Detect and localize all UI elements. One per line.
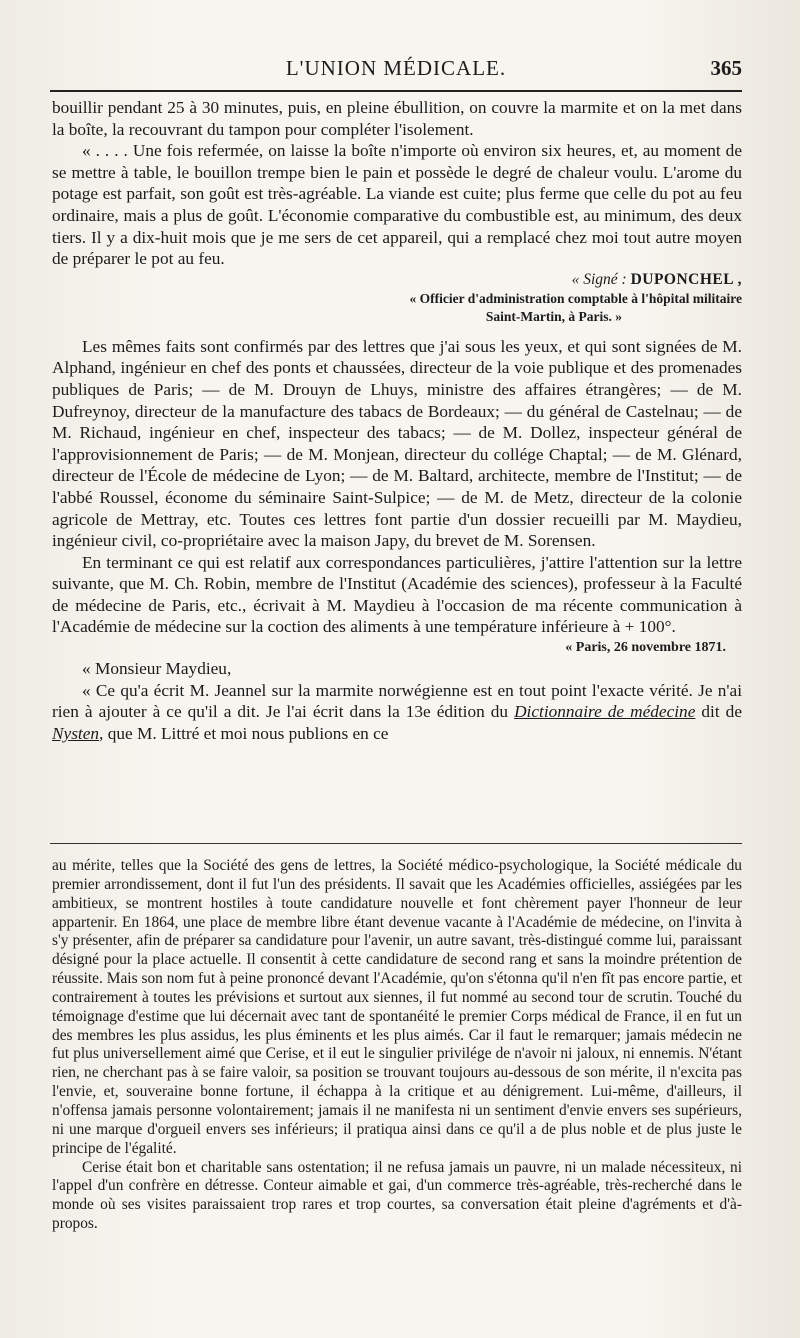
- letter-date: « Paris, 26 novembre 1871.: [565, 640, 726, 656]
- page-header: [50, 50, 742, 92]
- signed-prefix: « Signé :: [571, 270, 631, 288]
- journal-title: L'UNION MÉDICALE.: [285, 56, 507, 80]
- paragraph-1: bouillir pendant 25 à 30 minutes, puis, en pleine ébullition, on couvre la marmite et on la met dans la boîte, la recouvrant du tampon pour compléter l'isolement.: [52, 98, 742, 139]
- paragraph-5: [52, 680, 742, 745]
- signer-title: « Officier d'administration comptable à l'hôpital militaire: [409, 290, 742, 306]
- footnote-divider: [50, 843, 742, 844]
- footnote-paragraph-1: au mérite, telles que la Société des gens de lettres, la Société médico-psychologique, la Société médicale du premier arrondissement, dont il fut l'un des présidents. Il savait que les Académies officielles, assiégées par les ambitieux, se montrent hostiles à toute candidature nouvelle et font chèrement payer l'honneur de leur appartenir. En 1864, une place de membre libre étant devenue vacante à l'Académie de médecine, on l'invita à s'y présenter, afin de préparer sa candidature pour l'avenir, un autre savant, très-distingué comme lui, paraissant désigné pour la place actuelle. Il consentit à cette candidature de second rang et sans la moindre prétention de réussite. Mais son nom fut à peine prononcé devant l'Académie, qu'on s'étonna qu'il n'en fît pas encore partie, et contrairement à toutes les prévisions et surtout aux siennes, il fut nommé au second tour de scrutin. Touché du témoignage d'estime que lui décernait avec tant de spontanéité le premier Corps médical de France, il en fut un des membres les plus assidus, les plus éminents et les plus aimés. Car il faut le remarquer; jamais médecin ne fut plus universellement aimé que Cerise, et il eut le singulier privilége de n'avoir ni jaloux, ni ennemis. N'étant rien, ne cherchant pas à se faire valoir, sa position se trouvant toujours au-dessous de son mérite, il n'excita pas l'envie, et, souveraine bonne fortune, il échappa à la critique et au dénigrement. Lui-même, d'ailleurs, il n'offensa jamais personne volontairement; jamais il ne manifesta ni un sentiment d'envie envers ses supérieurs, ni une marque d'orgueil envers ses inférieurs; il pratiqua ainsi dans ce qu'il a de plus noble et de plus juste le principe de l'égalité.: [52, 857, 742, 1157]
- signed-name: DUPONCHEL ,: [630, 270, 742, 288]
- footnote-paragraph-2: Cerise était bon et charitable sans ostentation; il ne refusa jamais un pauvre, ni un malade nécessiteux, ni l'appel d'un confrère en détresse. Conteur aimable et gai, d'un commerce très-agréable, très-recherché dans le monde où ses visites paraissaient trop rares et trop courtes, sa conversation était pleine d'agréments et d'à-propos.: [52, 1158, 742, 1233]
- p5-part-c: , que M. Littré et moi nous publions en ce: [99, 723, 389, 743]
- paragraph-4: En terminant ce qui est relatif aux correspondances particulières, j'attire l'attention sur la lettre suivante, que M. Ch. Robin, membre de l'Institut (Académie des sciences), professeur à la Faculté de médecine de Paris, etc., écrivait à M. Maydieu à l'occasion de ma récente communication à l'Académie de médecine sur la coction des aliments à une température inférieure à + 100°.: [52, 552, 742, 637]
- page-number: 365: [710, 56, 742, 80]
- letter-salutation: « Monsieur Maydieu,: [82, 659, 232, 679]
- paragraph-2: « . . . . Une fois refermée, on laisse la boîte n'importe où environ six heures, et, au moment de se mettre à table, le bouillon trempe bien le pain et possède le degré de chaleur voulu. L'arome du potage est parfait, son goût est très-agréable. La viande est cuite; plus ferme que celle du pot au feu ordinaire, mais a plus de goût. L'économie comparative du combustible est, au minimum, des deux tiers. Il y a dix-huit mois que je me sers de cet appareil, qui a remplacé chez moi tout autre moyen de préparer le pot au feu.: [52, 141, 742, 269]
- p5-part-b: dit de: [695, 702, 742, 722]
- signer-place: Saint-Martin, à Paris. »: [485, 308, 622, 324]
- p5-part-a: « Ce qu'a écrit M. Jeannel sur la marmite norwégienne est en tout point l'exacte vérité. Je n'ai rien à ajouter à ce qu'il a dit. Je l'ai écrit dans la 13e édition du: [52, 680, 742, 722]
- signature-line: [52, 270, 742, 290]
- dictionary-title: Dictionnaire de médecine: [514, 702, 696, 722]
- paragraph-3: Les mêmes faits sont confirmés par des lettres que j'ai sous les yeux, et qui sont signées de M. Alphand, ingénieur en chef des ponts et chaussées, directeur de la voie publique et des promenades publiques de Paris; — de M. Drouyn de Lhuys, ministre des affaires étrangères; — de M. Dufreynoy, directeur de la manufacture des tabacs de Bordeaux; — du général de Castelnau; — de M. Richaud, ingénieur en chef, inspecteur des tabacs; — de M. Dollez, inspecteur général de l'approvisionnement de Paris; — de M. Monjean, directeur du collége Chaptal; — de M. Glénard, directeur de l'École de médecine de Lyon; — de M. Baltard, architecte, membre de l'Institut; — de l'abbé Roussel, économe du séminaire Saint-Sulpice; — de M. de Metz, directeur de la colonie agricole de Mettray, etc. Toutes ces lettres font partie d'un dossier recueilli par M. Maydieu, ingénieur civil, co-propriétaire avec la maison Japy, du brevet de M. Sorensen.: [52, 336, 742, 551]
- footnote-text: [52, 857, 742, 1234]
- nysten-name: Nysten: [52, 723, 100, 743]
- main-text: [52, 97, 742, 744]
